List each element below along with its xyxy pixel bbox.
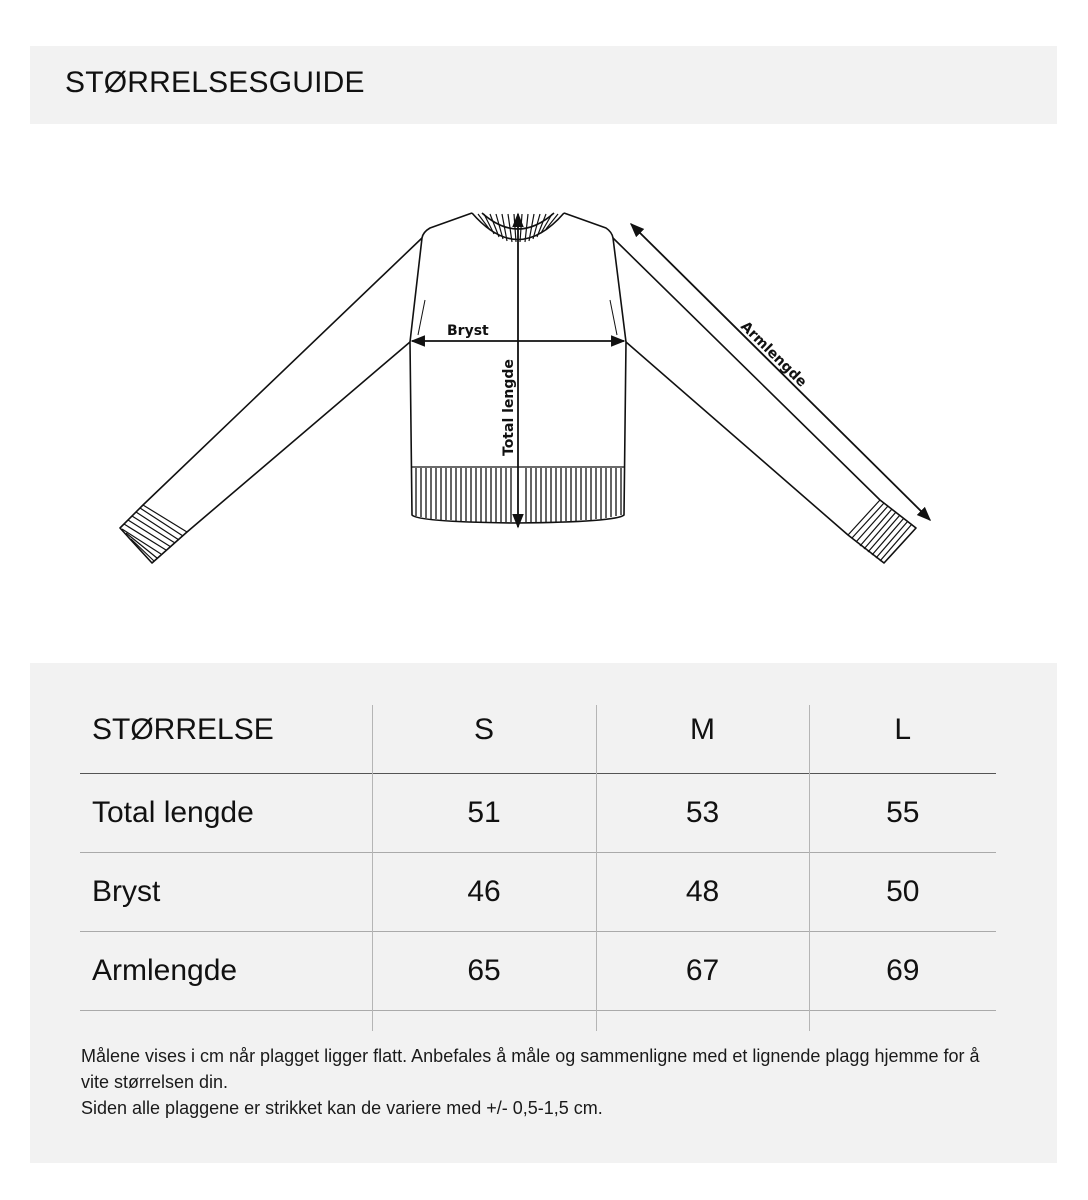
right-cuff-ribbing — [848, 500, 912, 561]
cell-value: 53 — [596, 774, 809, 853]
table-trailing-spacer — [80, 1011, 996, 1032]
note-line-1: Målene vises i cm når plagget ligger flatt. Anbefales å måle og sammenligne med et lignende plagg hjemme for å vite størrelsen din. — [81, 1046, 980, 1092]
table-row — [80, 853, 996, 932]
cell-value: 65 — [372, 932, 596, 1011]
cell-value: 69 — [809, 932, 996, 1011]
cell-value: 46 — [372, 853, 596, 932]
note-line-2: Siden alle plaggene er strikket kan de variere med +/- 0,5-1,5 cm. — [81, 1098, 603, 1118]
cell-value: 55 — [809, 774, 996, 853]
cell-value: 67 — [596, 932, 809, 1011]
arm-length-label: Armlengde — [737, 318, 810, 391]
row-label: Bryst — [92, 875, 161, 908]
left-cuff-ribbing — [122, 505, 187, 561]
right-sleeve-outline — [613, 238, 916, 563]
sweater-illustration — [0, 190, 1088, 590]
measurement-note — [81, 1043, 1011, 1121]
row-label: Total lengde — [92, 796, 254, 829]
table-header-row — [80, 705, 996, 774]
header-m: M — [596, 705, 809, 774]
table-row — [80, 774, 996, 853]
row-label: Armlengde — [92, 954, 238, 987]
size-table — [80, 705, 996, 1031]
sweater-diagram — [0, 190, 1088, 590]
header-s: S — [372, 705, 596, 774]
title-bar — [30, 46, 1057, 124]
header-size: STØRRELSE — [92, 713, 274, 746]
size-table-panel — [30, 663, 1057, 1163]
left-sleeve-outline — [120, 238, 422, 563]
cell-value: 50 — [809, 853, 996, 932]
page-title: STØRRELSESGUIDE — [65, 66, 365, 99]
total-length-label: Total lengde — [501, 359, 517, 456]
cell-value: 48 — [596, 853, 809, 932]
cell-value: 51 — [372, 774, 596, 853]
table-row — [80, 932, 996, 1011]
header-l: L — [809, 705, 996, 774]
chest-label: Bryst — [447, 323, 489, 339]
